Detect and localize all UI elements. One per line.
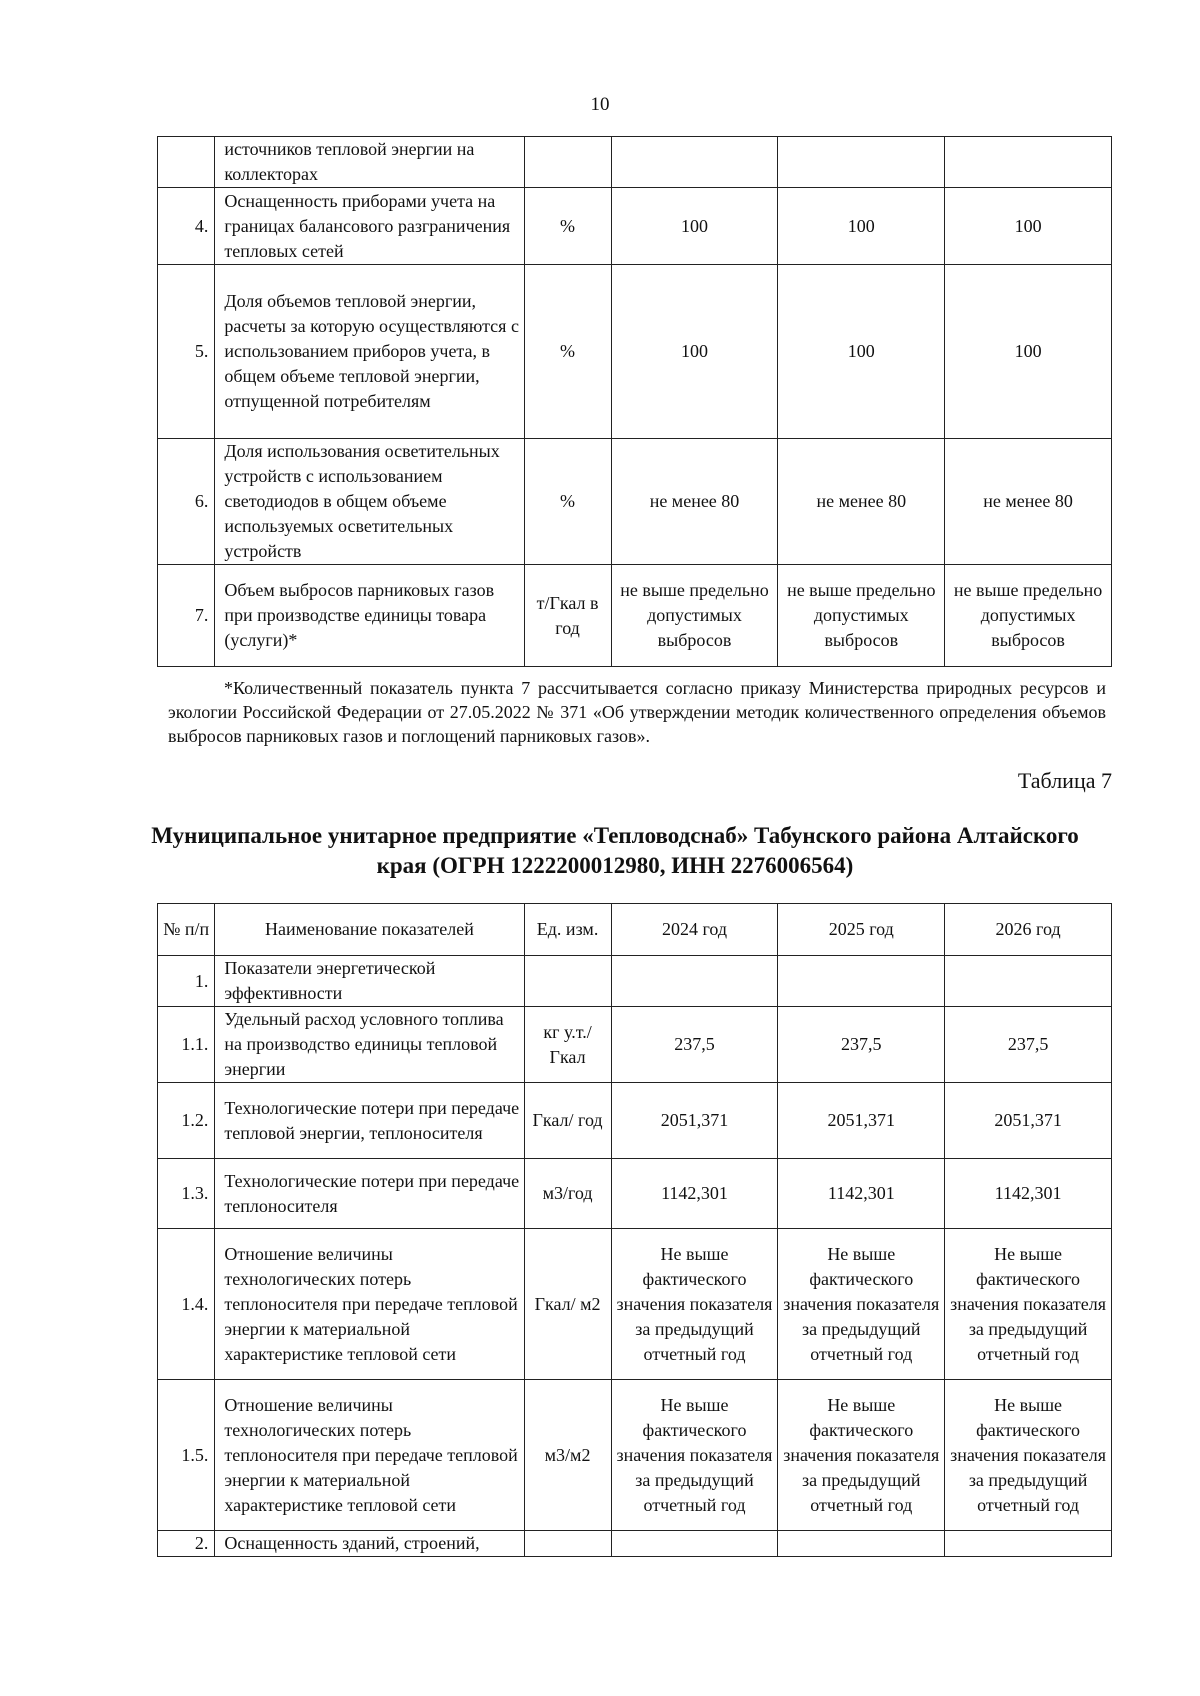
table-row (158, 1083, 1112, 1159)
row-number: 1. (158, 956, 215, 1007)
row-number: 4. (158, 188, 215, 265)
value-2025 (778, 137, 945, 188)
row-number: 1.1. (158, 1007, 215, 1083)
value-2025: 100 (778, 188, 945, 265)
value-2024 (611, 956, 778, 1007)
row-number: 6. (158, 439, 215, 565)
table-label: Таблица 7 (1017, 768, 1112, 793)
table-header-row (158, 904, 1112, 956)
unit-cell: % (524, 265, 611, 439)
value-2024: 100 (611, 265, 778, 439)
header-unit: Ед. изм. (524, 904, 611, 956)
unit-cell (524, 1531, 611, 1557)
table-row (158, 265, 1112, 439)
table-row (158, 439, 1112, 565)
row-number (158, 137, 215, 188)
page-number: 10 (590, 94, 610, 115)
value-2025 (778, 1531, 945, 1557)
value-2024: 237,5 (611, 1007, 778, 1083)
value-2024: 100 (611, 188, 778, 265)
value-2026: 1142,301 (945, 1159, 1112, 1229)
indicator-name: Оснащенность приборами учета на границах балансового разграничения тепловых сетей (215, 188, 524, 265)
unit-cell: Гкал/ год (524, 1083, 611, 1159)
table-row (158, 1531, 1112, 1557)
value-2026: 237,5 (945, 1007, 1112, 1083)
indicator-name: Доля объемов тепловой энергии, расчеты за которую осуществляются с использованием приборов учета, в общем объеме тепловой энергии, отпущенной потребителям (215, 265, 524, 439)
table-row (158, 956, 1112, 1007)
indicator-name: Отношение величины технологических потерь теплоносителя при передаче тепловой энергии к материальной характеристике тепловой сети (215, 1229, 524, 1380)
header-name: Наименование показателей (215, 904, 524, 956)
table-row (158, 1007, 1112, 1083)
value-2025: 2051,371 (778, 1083, 945, 1159)
table-row (158, 1380, 1112, 1531)
value-2026: не менее 80 (945, 439, 1112, 565)
table-row (158, 1229, 1112, 1380)
unit-cell: м3/год (524, 1159, 611, 1229)
table-row (158, 137, 1112, 188)
row-number: 1.2. (158, 1083, 215, 1159)
value-2024: 1142,301 (611, 1159, 778, 1229)
value-2024: Не выше фактического значения показателя за предыдущий отчетный год (611, 1380, 778, 1531)
value-2025: Не выше фактического значения показателя за предыдущий отчетный год (778, 1229, 945, 1380)
indicator-name: Технологические потери при передаче теплоносителя (215, 1159, 524, 1229)
indicator-name: Отношение величины технологических потерь теплоносителя при передаче тепловой энергии к материальной характеристике тепловой сети (215, 1380, 524, 1531)
table-row (158, 188, 1112, 265)
value-2024 (611, 1531, 778, 1557)
value-2025: 1142,301 (778, 1159, 945, 1229)
header-2024: 2024 год (611, 904, 778, 956)
value-2026 (945, 1531, 1112, 1557)
value-2024: не менее 80 (611, 439, 778, 565)
unit-cell (524, 137, 611, 188)
value-2026: не выше предельно допустимых выбросов (945, 565, 1112, 667)
value-2026: 100 (945, 265, 1112, 439)
header-number: № п/п (158, 904, 215, 956)
row-number: 7. (158, 565, 215, 667)
row-number: 2. (158, 1531, 215, 1557)
header-2026: 2026 год (945, 904, 1112, 956)
unit-cell: % (524, 439, 611, 565)
footnote-text: *Количественный показатель пункта 7 рассчитывается согласно приказу Министерства природных ресурсов и экологии Российской Федерации от 27.05.2022 № 371 «Об утверждении методик количественного определения объемов выбросов парниковых газов и поглощений парниковых газов». (168, 678, 1106, 746)
value-2025: 237,5 (778, 1007, 945, 1083)
table-row (158, 565, 1112, 667)
value-2026: 100 (945, 188, 1112, 265)
value-2025: Не выше фактического значения показателя за предыдущий отчетный год (778, 1380, 945, 1531)
value-2026: Не выше фактического значения показателя за предыдущий отчетный год (945, 1229, 1112, 1380)
indicator-name: Удельный расход условного топлива на производство единицы тепловой энергии (215, 1007, 524, 1083)
row-number: 1.4. (158, 1229, 215, 1380)
indicator-name: Оснащенность зданий, строений, (215, 1531, 524, 1557)
indicator-name: Объем выбросов парниковых газов при производстве единицы товара (услуги)* (215, 565, 524, 667)
row-number: 5. (158, 265, 215, 439)
value-2024: Не выше фактического значения показателя за предыдущий отчетный год (611, 1229, 778, 1380)
value-2026 (945, 137, 1112, 188)
unit-cell: кг у.т./ Гкал (524, 1007, 611, 1083)
value-2025: 100 (778, 265, 945, 439)
unit-cell: т/Гкал в год (524, 565, 611, 667)
row-number: 1.5. (158, 1380, 215, 1531)
unit-cell: м3/м2 (524, 1380, 611, 1531)
row-number: 1.3. (158, 1159, 215, 1229)
unit-cell (524, 956, 611, 1007)
indicator-name: источников тепловой энергии на коллекторах (215, 137, 524, 188)
value-2026: 2051,371 (945, 1083, 1112, 1159)
indicators-table-continued (157, 136, 1112, 667)
value-2026: Не выше фактического значения показателя за предыдущий отчетный год (945, 1380, 1112, 1531)
value-2024 (611, 137, 778, 188)
value-2025: не менее 80 (778, 439, 945, 565)
indicator-name: Технологические потери при передаче тепловой энергии, теплоносителя (215, 1083, 524, 1159)
value-2024: 2051,371 (611, 1083, 778, 1159)
indicator-name: Показатели энергетической эффективности (215, 956, 524, 1007)
organization-title: Муниципальное унитарное предприятие «Тепловодснаб» Табунского района Алтайского края (ОГРН 1222200012980, ИНН 2276006564) (151, 823, 1079, 878)
table-row (158, 1159, 1112, 1229)
unit-cell: Гкал/ м2 (524, 1229, 611, 1380)
header-2025: 2025 год (778, 904, 945, 956)
value-2024: не выше предельно допустимых выбросов (611, 565, 778, 667)
value-2026 (945, 956, 1112, 1007)
value-2025 (778, 956, 945, 1007)
value-2025: не выше предельно допустимых выбросов (778, 565, 945, 667)
footnote (168, 676, 1106, 748)
unit-cell: % (524, 188, 611, 265)
indicator-name: Доля использования осветительных устройств с использованием светодиодов в общем объеме используемых осветительных устройств (215, 439, 524, 565)
table-7 (157, 903, 1112, 1557)
